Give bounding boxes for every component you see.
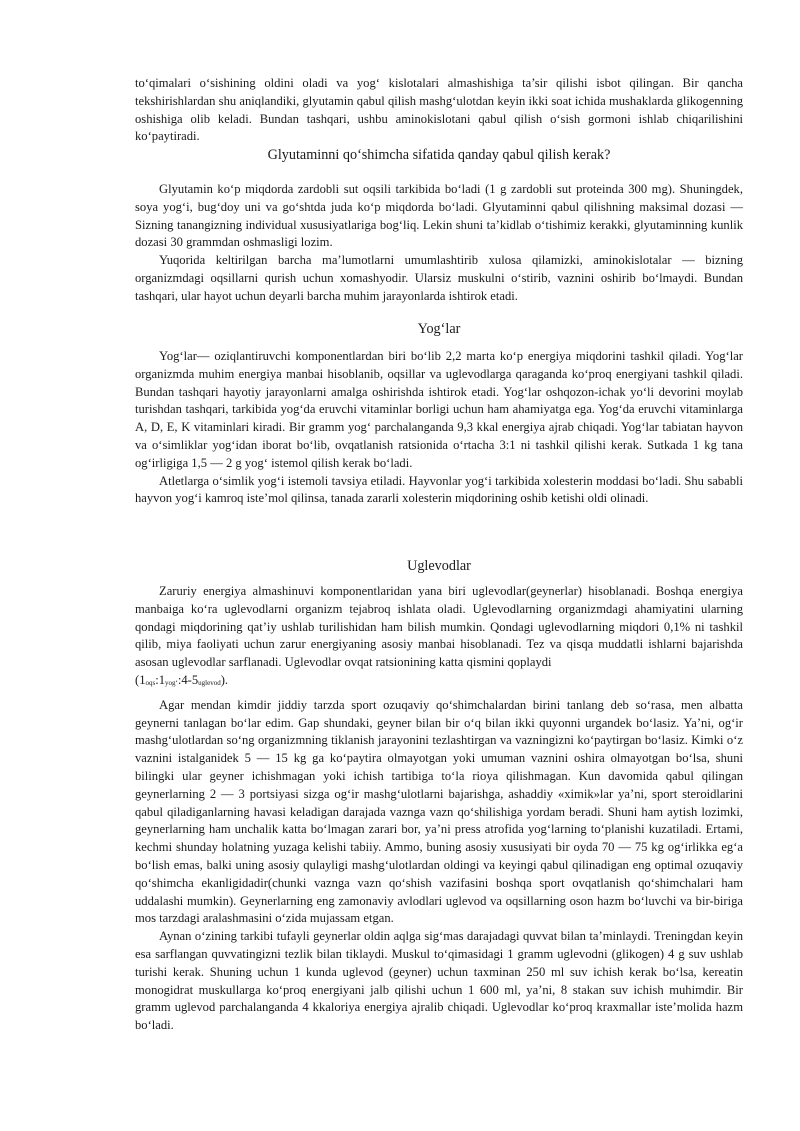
- carbohydrates-paragraph-3: Aynan o‘zining tarkibi tufayli geynerlar oldin aqlga sig‘mas darajadagi quvvat bilan ta’minlaydi. Treningdan keyin esa sarflangan quvvatingizni tezlik bilan tiklaydi. Muskul to‘qimasidagi 1 gramm uglevodni (glikogen) 4 g suv ushlab turishi kerak. Shuning uchun 1 kunda uglevod (geyner) uchun taxminan 250 ml suv ichish kerak bo‘lsa, kereatin monogidrat muskullarga ko‘proq energiyani jalb qilishi uchun 1 600 ml, ya’ni, 8 stakan suv ichish muhimdir. Bir gramm uglevod parchalanganda 4 kkaloriya energiya ajralib chiqadi. Uglevodlar ko‘proq kraxmallar iste’molida hazm bo‘ladi.: [135, 929, 743, 1033]
- intro-paragraph: to‘qimalari o‘sishining oldini oladi va yog‘ kislotalari almashishiga ta’sir qilishi isbot qilingan. Bir qancha tekshirishlardan shu aniqlandiki, glyutamin qabul qilish mashg‘ulotdan keyin ikki soat ichida mushaklarda glikogenning oshishiga olib keladi. Bundan tashqari, ushbu aminokislotani qabul qilish o‘sish gormoni ishlab chiqarilishini ko‘paytiradi.: [135, 76, 743, 144]
- ratio-sub-protein: oqs: [145, 678, 156, 687]
- carbohydrates-paragraph-1: Zaruriy energiya almashinuvi komponentlaridan yana biri uglevodlar(geynerlar) hisoblanadi. Boshqa energiya manbaiga ko‘ra uglevodlarni organizm tejabroq ishlata oladi. Uglevodlarning organizmdagi ahamiyatini ularning qondagi miqdorining qat’iy ushlab turilishidan ham bilish mumkin. Qondagi uglevodlarning miqdori 0,1% ni tashkil qilib, miya faoliyati uchun zarur energiyaning asosiy manbai hisoblanadi. Tez va qisqa muddatli ishlarni bajarishda asosan uglevodlar sarflanadi. Uglevodlar ovqat ratsionining katta qismini qoplaydi: [135, 584, 743, 670]
- glutamine-paragraph-2: Yuqorida keltirilgan barcha ma’lumotlarni umumlashtirib xulosa qilamizki, aminokislotalar — bizning organizmdagi oqsillarni qurish uchun xomashyodir. Ularsiz muskulni o‘stirib, vaznini oshirib bo‘lmaydi. Bundan tashqari, ular hayot uchun deyarli barcha muhim jarayonlarda ishtirok etadi.: [135, 253, 743, 303]
- ratio-part-2: :4-5: [177, 672, 199, 687]
- section-carbohydrates-body: [135, 583, 743, 1035]
- ratio-close: ).: [220, 672, 229, 687]
- section-fats-body: [135, 348, 743, 508]
- fats-paragraph-1: Yog‘lar— oziqlantiruvchi komponentlardan biri bo‘lib 2,2 marta ko‘p energiya miqdorini tashkil qiladi. Yog‘lar organizmda muhim energiya manbai hisoblanib, oqsillar va uglevodlarga qaraganda ko‘proq energiyani tashkil qiladi. Bundan tashqari hayotiy jarayonlarni amalga oshirishda ishtirok etadi. Yog‘lar oshqozon-ichak yo‘li devorini moylab turishdan tashqari, tarkibida yog‘da eruvchi vitaminlar borligi uchun ham ahamiyatga ega. Yog‘da eruvchi vitaminlarga A, D, E, K vitaminlari kiradi. Bir gramm yog‘ parchalanganda 9,3 kkal energiya ajrab chiqadi. Yog‘lar tabiatan hayvon va o‘simliklar yog‘idan iborat bo‘lib, ovqatlanish ratsionida o‘rtacha 3:1 ni tashkil qilishi kerak. Sutkada 1 kg tana og‘irligiga 1,5 — 2 g yog‘ istemol qilish kerak bo‘ladi.: [135, 349, 743, 470]
- macronutrient-ratio: [135, 672, 743, 693]
- ratio-sub-fat: yog‘: [165, 678, 178, 687]
- glutamine-paragraph-1: Glyutamin ko‘p miqdorda zardobli sut oqsili tarkibida bo‘ladi (1 g zardobli sut proteinda 300 mg). Shuningdek, soya yog‘i, bug‘doy uni va go‘shtda juda ko‘p miqdorda bo‘ladi. Glyutaminni qabul qilishning maksimal dozasi — Sizning tanangizning individual xususiyatlariga bog‘liq. Lekin shuni ta’kidlab o‘tishimiz kerakki, glyutaminning kunlik dozasi 30 grammdan oshmasligi lozim.: [135, 182, 743, 250]
- section-heading-glutamine: Glyutaminni qo‘shimcha sifatida qanday qabul qilish kerak?: [267, 147, 611, 163]
- fats-paragraph-2: Atletlarga o‘simlik yog‘i istemoli tavsiya etiladi. Hayvonlar yog‘i tarkibida xolesterin moddasi bo‘ladi. Shu sababli hayvon yog‘i kamroq iste’mol qilinsa, tanada zararli xolesterin miqdorining oshib ketishi oldi olinadi.: [135, 473, 743, 506]
- ratio-part-1: :1: [155, 672, 166, 687]
- carbohydrates-paragraph-2: Agar mendan kimdir jiddiy tarzda sport ozuqaviy qo‘shimchalardan birini tanlang deb so‘rasa, men albatta geynerni tanlagan bo‘lar edim. Gap shundaki, geyner bilan bir o‘q bilan ikki quyonni urgandek bo‘lasiz. Ya’ni, og‘ir mashg‘ulotlardan so‘ng organizmning tiklanish jarayonini tezlashtirgan va vazningizni ko‘paytirgan bo‘lasiz. Kimki o‘z vaznini istalganidek 5 — 15 kg ga ko‘paytira olmayotgan yoki umuman vaznini oshira olmayotgan bo‘lsa, shuni bilingki ular geyner ichishmagan yoki ichish tartibiga to‘la rioya qilishmagan. Kun davomida qabul qilingan geynerlarning 2 — 3 portsiyasi sizga og‘ir mashg‘ulotlarni bajarishga, ashaddiy «ximik»lar ya’ni, sport steroidlarini qabul qiladiganlarning havasi keladigan darajada vaznga vazn qo‘shilishiga yordam beradi. Shuni ham aytish lozimki, geynerlarning ham unchalik katta bo‘lmagan zarari bor, ya’ni press atrofida yog‘larning to‘planishi kuzatiladi. Ertami, kechmi shunday holatning yuzaga kelishi tabiiy. Ammo, buning asosiy xususiyati bir oyda 70 — 75 kg og‘irlikka eg‘a bo‘lish emas, balki uning asosiy qulayligi mashg‘ulotlardan oldingi va keyingi qabul qilinadigan eng optimal ozuqaviy qo‘shimcha ekanligidadir(chunki vaznga vazn qo‘shish vazifasini boshqa sport ovqatlanish qo‘shimchalari ham uddalashi mumkin). Geynerlarning eng zamonaviy avlodlari uglevod va oqsillarning oson hazm bo‘luvchi va bir-biriga mos tarzdagi aralashmasini o‘zida mujassam etgan.: [135, 697, 743, 926]
- ratio-sub-carbohydrate: uglevod: [198, 678, 221, 687]
- section-heading-carbohydrates: Uglevodlar: [407, 558, 471, 574]
- section-heading-fats: Yog‘lar: [417, 321, 461, 337]
- ratio-open: (1: [135, 672, 146, 687]
- section-glutamine-body: [135, 181, 743, 306]
